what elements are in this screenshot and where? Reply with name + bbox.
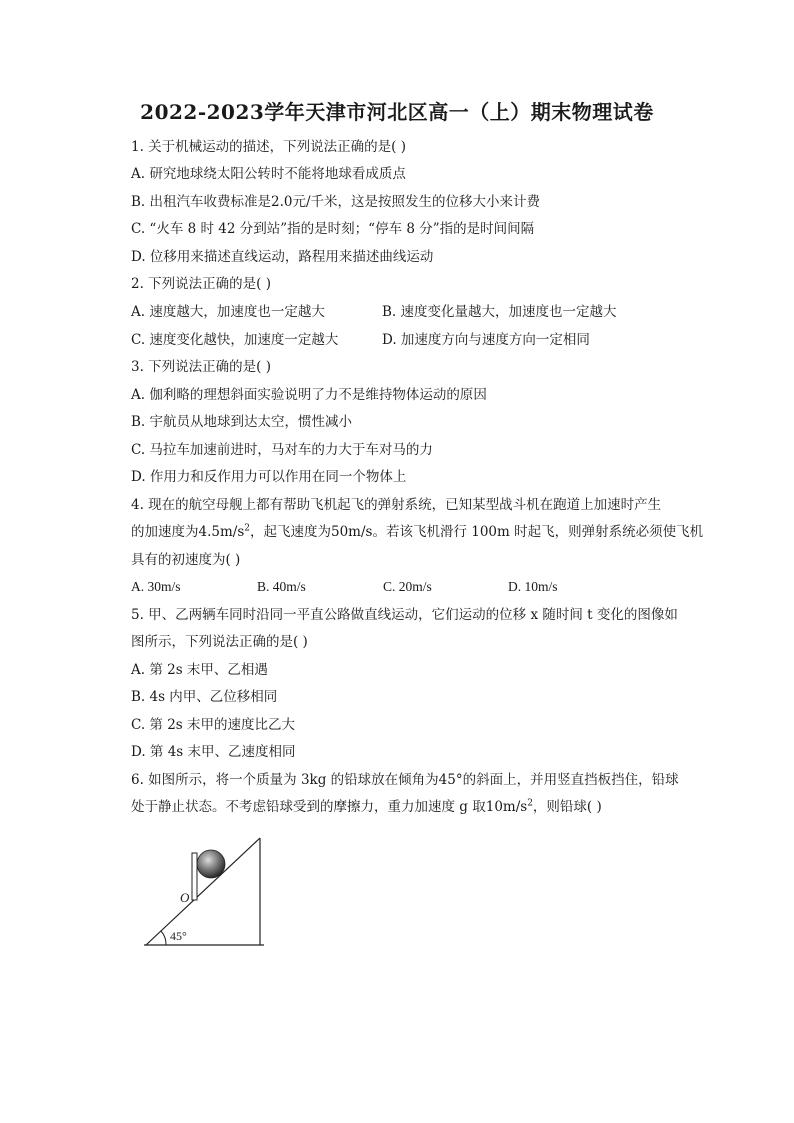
q5-option-d: D. 第 4s 末甲、乙速度相同 (131, 744, 296, 760)
q1-option-c: C. “火车 8 时 42 分到站”指的是时刻；“停车 8 分”指的是时间间隔 (131, 221, 535, 237)
q4-speed-text: ，起飞速度为50m/s。若该飞机滑行 100m 时起飞，则弹射系统必须使飞机 (249, 524, 704, 540)
page-title: 2022-2023学年天津市河北区高一（上）期末物理试卷 (140, 100, 654, 124)
q5-option-c: C. 第 2s 末甲的速度比乙大 (131, 717, 296, 733)
q4-stem-line2 (131, 522, 703, 542)
q4-option-d: D. 10m/s (508, 579, 558, 594)
q6-stem-line2 (131, 797, 602, 817)
q2-option-a: A. 速度越大，加速度也一定越大 (131, 304, 325, 320)
angle-label: 45° (170, 929, 187, 943)
q4-acceleration-exponent: 2 (244, 523, 250, 534)
q6-gravity-text: 处于静止状态。不考虑铅球受到的摩擦力，重力加速度 g 取10m/s (131, 799, 528, 815)
q3-option-c: C. 马拉车加速前进时，马对车的力大于车对马的力 (131, 442, 433, 458)
q4-stem-line3: 具有的初速度为( ) (131, 552, 241, 568)
q3-option-b: B. 宇航员从地球到达太空，惯性减小 (131, 414, 353, 430)
q4-stem-line1: 4. 现在的航空母舰上都有帮助飞机起飞的弹射系统，已知某型战斗机在跑道上加速时产生 (131, 497, 662, 513)
q3-stem: 3. 下列说法正确的是( ) (131, 359, 271, 375)
q4-option-b: B. 40m/s (257, 579, 306, 594)
q2-option-b: B. 速度变化量越大，加速度也一定越大 (382, 304, 617, 320)
point-o-label: O (180, 890, 190, 905)
q2-stem: 2. 下列说法正确的是( ) (131, 276, 271, 292)
q4-acceleration-text: 的加速度为4.5m/s (131, 524, 245, 540)
lead-ball (197, 850, 225, 878)
q5-stem-line2: 图所示，下列说法正确的是( ) (131, 634, 308, 650)
q3-option-a: A. 伽利略的理想斜面实验说明了力不是维持物体运动的原因 (131, 387, 487, 403)
q1-option-a: A. 研究地球绕太阳公转时不能将地球看成质点 (131, 166, 406, 182)
q6-ball-text: ，则铅球( ) (532, 799, 602, 815)
q2-option-c: C. 速度变化越快，加速度一定越大 (131, 332, 339, 348)
q1-stem: 1. 关于机械运动的描述，下列说法正确的是( ) (131, 139, 406, 155)
q6-stem-line1: 6. 如图所示，将一个质量为 3kg 的铅球放在倾角为45°的斜面上，并用竖直挡板挡住，铅球 (131, 772, 679, 788)
q1-option-b: B. 出租汽车收费标准是2.0元/千米，这是按照发生的位移大小来计费 (131, 194, 541, 210)
q6-gravity-exponent: 2 (527, 798, 533, 809)
q5-stem-line1: 5. 甲、乙两辆车同时沿同一平直公路做直线运动，它们运动的位移 x 随时间 t 变化的图像如 (131, 607, 678, 623)
angle-arc (161, 931, 166, 945)
incline-figure (140, 830, 280, 960)
q1-option-d: D. 位移用来描述直线运动，路程用来描述曲线运动 (131, 249, 434, 265)
q3-option-d: D. 作用力和反作用力可以作用在同一个物体上 (131, 469, 407, 485)
q4-option-c: C. 20m/s (383, 579, 432, 594)
q5-option-b: B. 4s 内甲、乙位移相同 (131, 689, 278, 705)
q2-option-d: D. 加速度方向与速度方向一定相同 (382, 332, 590, 348)
vertical-baffle (192, 853, 197, 900)
q4-option-a: A. 30m/s (131, 579, 181, 594)
q5-option-a: A. 第 2s 末甲、乙相遇 (131, 662, 268, 678)
